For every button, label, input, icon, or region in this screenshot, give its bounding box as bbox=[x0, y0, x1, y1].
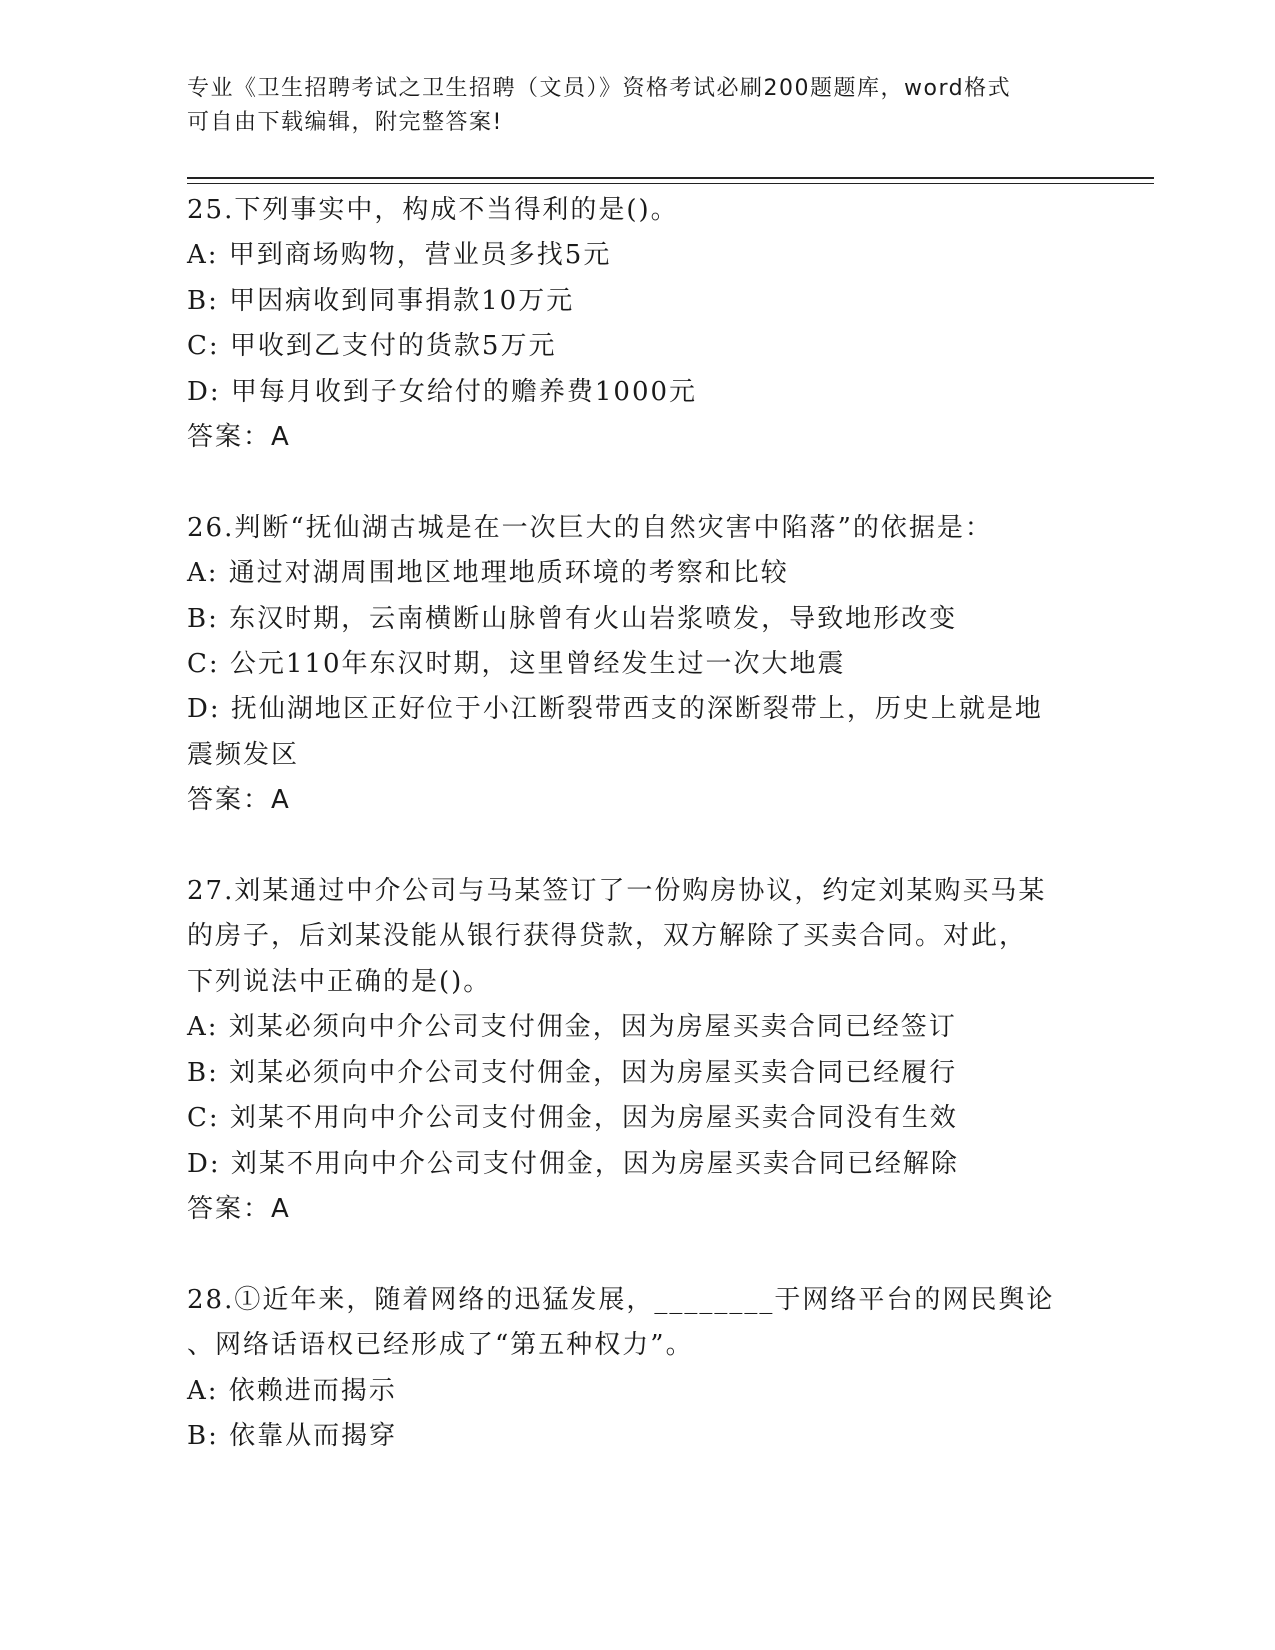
option-b: B: 依靠从而揭穿 bbox=[187, 1420, 398, 1451]
header-line-2: 可自由下载编辑，附完整答案! bbox=[187, 110, 503, 135]
option-a: A: 刘某必须向中介公司支付佣金，因为房屋买卖合同已经签订 bbox=[187, 1012, 957, 1043]
answer-label: 答案：A bbox=[187, 785, 291, 816]
spacer bbox=[187, 460, 1087, 505]
question-stem-continued: 的房子，后刘某没能从银行获得贷款，双方解除了买卖合同。对此， bbox=[187, 921, 1028, 952]
question-28 bbox=[187, 1278, 1087, 1460]
option-a: A: 依赖进而揭示 bbox=[187, 1375, 397, 1406]
spacer bbox=[187, 824, 1087, 869]
question-27 bbox=[187, 869, 1087, 1232]
option-b: B: 刘某必须向中介公司支付佣金，因为房屋买卖合同已经履行 bbox=[187, 1057, 958, 1088]
question-stem: 26.判断“抚仙湖古城是在一次巨大的自然灾害中陷落”的依据是： bbox=[187, 512, 993, 543]
question-list bbox=[187, 188, 1087, 1459]
question-stem: 27.刘某通过中介公司与马某签订了一份购房协议，约定刘某购买马某 bbox=[187, 876, 1047, 907]
answer-label: 答案：A bbox=[187, 422, 291, 453]
option-b: B: 东汉时期，云南横断山脉曾有火山岩浆喷发，导致地形改变 bbox=[187, 603, 958, 634]
answer-label: 答案：A bbox=[187, 1193, 291, 1224]
option-c: C: 甲收到乙支付的货款5万元 bbox=[187, 331, 557, 362]
question-stem-continued: 、网络话语权已经形成了“第五种权力”。 bbox=[187, 1330, 694, 1361]
document-header bbox=[187, 72, 1067, 140]
question-stem-continued: 下列说法中正确的是()。 bbox=[187, 966, 492, 997]
option-a: A: 甲到商场购物，营业员多找5元 bbox=[187, 240, 612, 271]
spacer bbox=[187, 1232, 1087, 1277]
question-26 bbox=[187, 506, 1087, 824]
option-b: B: 甲因病收到同事捐款10万元 bbox=[187, 285, 575, 316]
option-c: C: 刘某不用向中介公司支付佣金，因为房屋买卖合同没有生效 bbox=[187, 1103, 958, 1134]
question-25 bbox=[187, 188, 1087, 460]
option-d: D: 抚仙湖地区正好位于小江断裂带西支的深断裂带上，历史上就是地 bbox=[187, 694, 1043, 725]
question-stem: 28.①近年来，随着网络的迅猛发展，________于网络平台的网民舆论 bbox=[187, 1284, 1055, 1315]
header-divider-thin bbox=[187, 183, 1154, 184]
header-divider-thick bbox=[187, 177, 1154, 179]
option-a: A: 通过对湖周围地区地理地质环境的考察和比较 bbox=[187, 558, 789, 589]
option-d: D: 刘某不用向中介公司支付佣金，因为房屋买卖合同已经解除 bbox=[187, 1148, 959, 1179]
option-c: C: 公元110年东汉时期，这里曾经发生过一次大地震 bbox=[187, 649, 846, 680]
question-stem: 25.下列事实中，构成不当得利的是()。 bbox=[187, 195, 679, 225]
option-d-continued: 震频发区 bbox=[187, 739, 300, 770]
header-line-1: 专业《卫生招聘考试之卫生招聘（文员）》资格考试必刷200题题库，word格式 bbox=[187, 76, 1012, 101]
option-d: D: 甲每月收到子女给付的赡养费1000元 bbox=[187, 376, 698, 407]
